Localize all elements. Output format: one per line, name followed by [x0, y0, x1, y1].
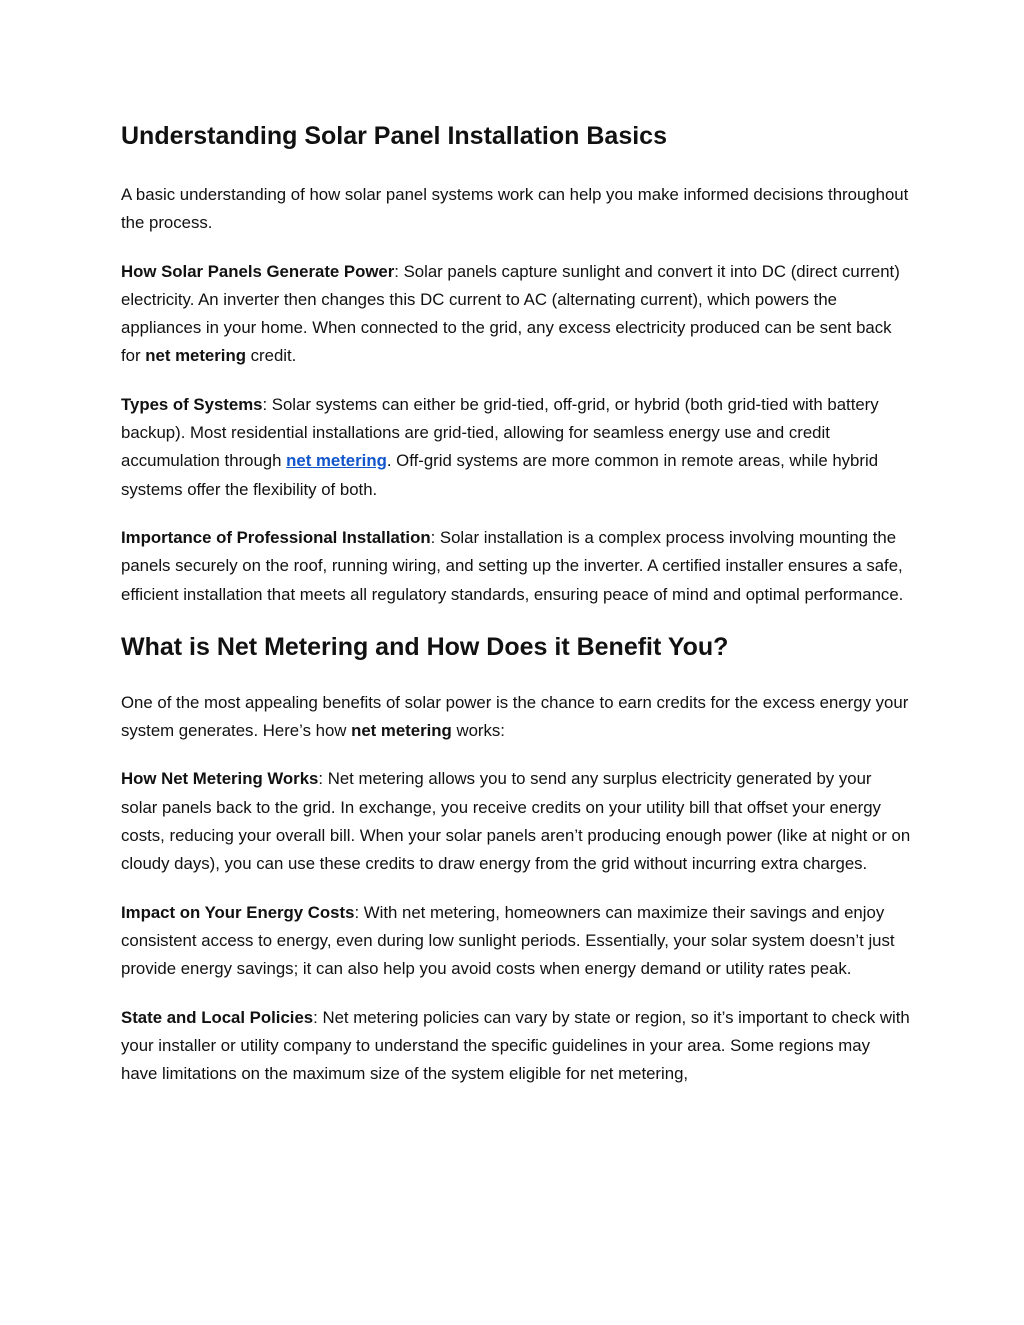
text-professional-installation: : Solar installation is a complex process involving mounting the panels securely on the roof, running wiring, and setting up the inverter. A certified installer ensures a safe, efficient installation that meets all regulatory standards, ensuring peace of mind and optimal performance.: [121, 527, 904, 604]
term-types-of-systems: Types of Systems: [121, 394, 263, 414]
paragraph-energy-costs: [121, 899, 911, 984]
paragraph-professional-installation: [121, 524, 911, 609]
section-heading-net-metering: What is Net Metering and How Does it Benefit You?: [121, 632, 729, 661]
text-how-net-metering-works: : Net metering allows you to send any surplus electricity generated by your solar panels back to the grid. In exchange, you receive credits on your utility bill that offset your energy costs, reducing your overall bill. When your solar panels aren’t producing enough power (like at night or on cloudy days), you can use these credits to draw energy from the grid without incurring extra charges.: [121, 769, 911, 874]
term-how-net-metering-works: How Net Metering Works: [121, 769, 319, 789]
term-local-policies: State and Local Policies: [121, 1007, 314, 1027]
section-heading-solar-basics: Understanding Solar Panel Installation Basics: [121, 122, 667, 150]
term-generate-power: How Solar Panels Generate Power: [121, 261, 395, 281]
intro-paragraph: [121, 181, 911, 238]
tail-net-metering-intro: works:: [451, 721, 505, 741]
net-metering-link[interactable]: net metering: [286, 451, 387, 471]
text-types-of-systems: : Solar systems can either be grid-tied, off-grid, or hybrid (both grid-tied with battery backup). Most residential installations are grid-tied, allowing for seamless energy use and credit accumulation through: [121, 394, 879, 471]
paragraph-types-of-systems: [121, 391, 911, 504]
term-professional-installation: Importance of Professional Installation: [121, 527, 431, 547]
text-local-policies: : Net metering policies can vary by state or region, so it’s important to check with your installer or utility company to understand the specific guidelines in your area. Some regions may have limitations on the maximum size of the system eligible for net metering,: [121, 1007, 910, 1084]
term-energy-costs: Impact on Your Energy Costs: [121, 902, 355, 922]
tail-types-of-systems: . Off-grid systems are more common in remote areas, while hybrid systems offer the flexibility of both.: [121, 451, 879, 499]
paragraph-net-metering-intro: [121, 689, 911, 746]
text-generate-power: : Solar panels capture sunlight and convert it into DC (direct current) electricity. An inverter then changes this DC current to AC (alternating current), which powers the appliances in your home. When connected to the grid, any excess electricity produced can be sent back for: [121, 261, 900, 366]
document-page: [121, 118, 911, 1108]
bold-net-metering-intro: net metering: [351, 721, 452, 741]
bold-net-metering: net metering: [145, 346, 246, 366]
paragraph-how-net-metering-works: [121, 765, 911, 878]
text-net-metering-intro: One of the most appealing benefits of solar power is the chance to earn credits for the excess energy your system generates. Here’s how: [121, 692, 909, 741]
paragraph-generate-power: [121, 258, 911, 371]
intro-text: A basic understanding of how solar panel systems work can help you make informed decisions throughout the process.: [121, 185, 909, 233]
paragraph-local-policies: [121, 1004, 911, 1089]
tail-generate-power: credit.: [245, 346, 297, 366]
text-energy-costs: : With net metering, homeowners can maximize their savings and enjoy consistent access to energy, even during low sunlight periods. Essentially, your solar system doesn’t just provide energy savings; it can also help you avoid costs when energy demand or utility rates peak.: [121, 902, 895, 979]
